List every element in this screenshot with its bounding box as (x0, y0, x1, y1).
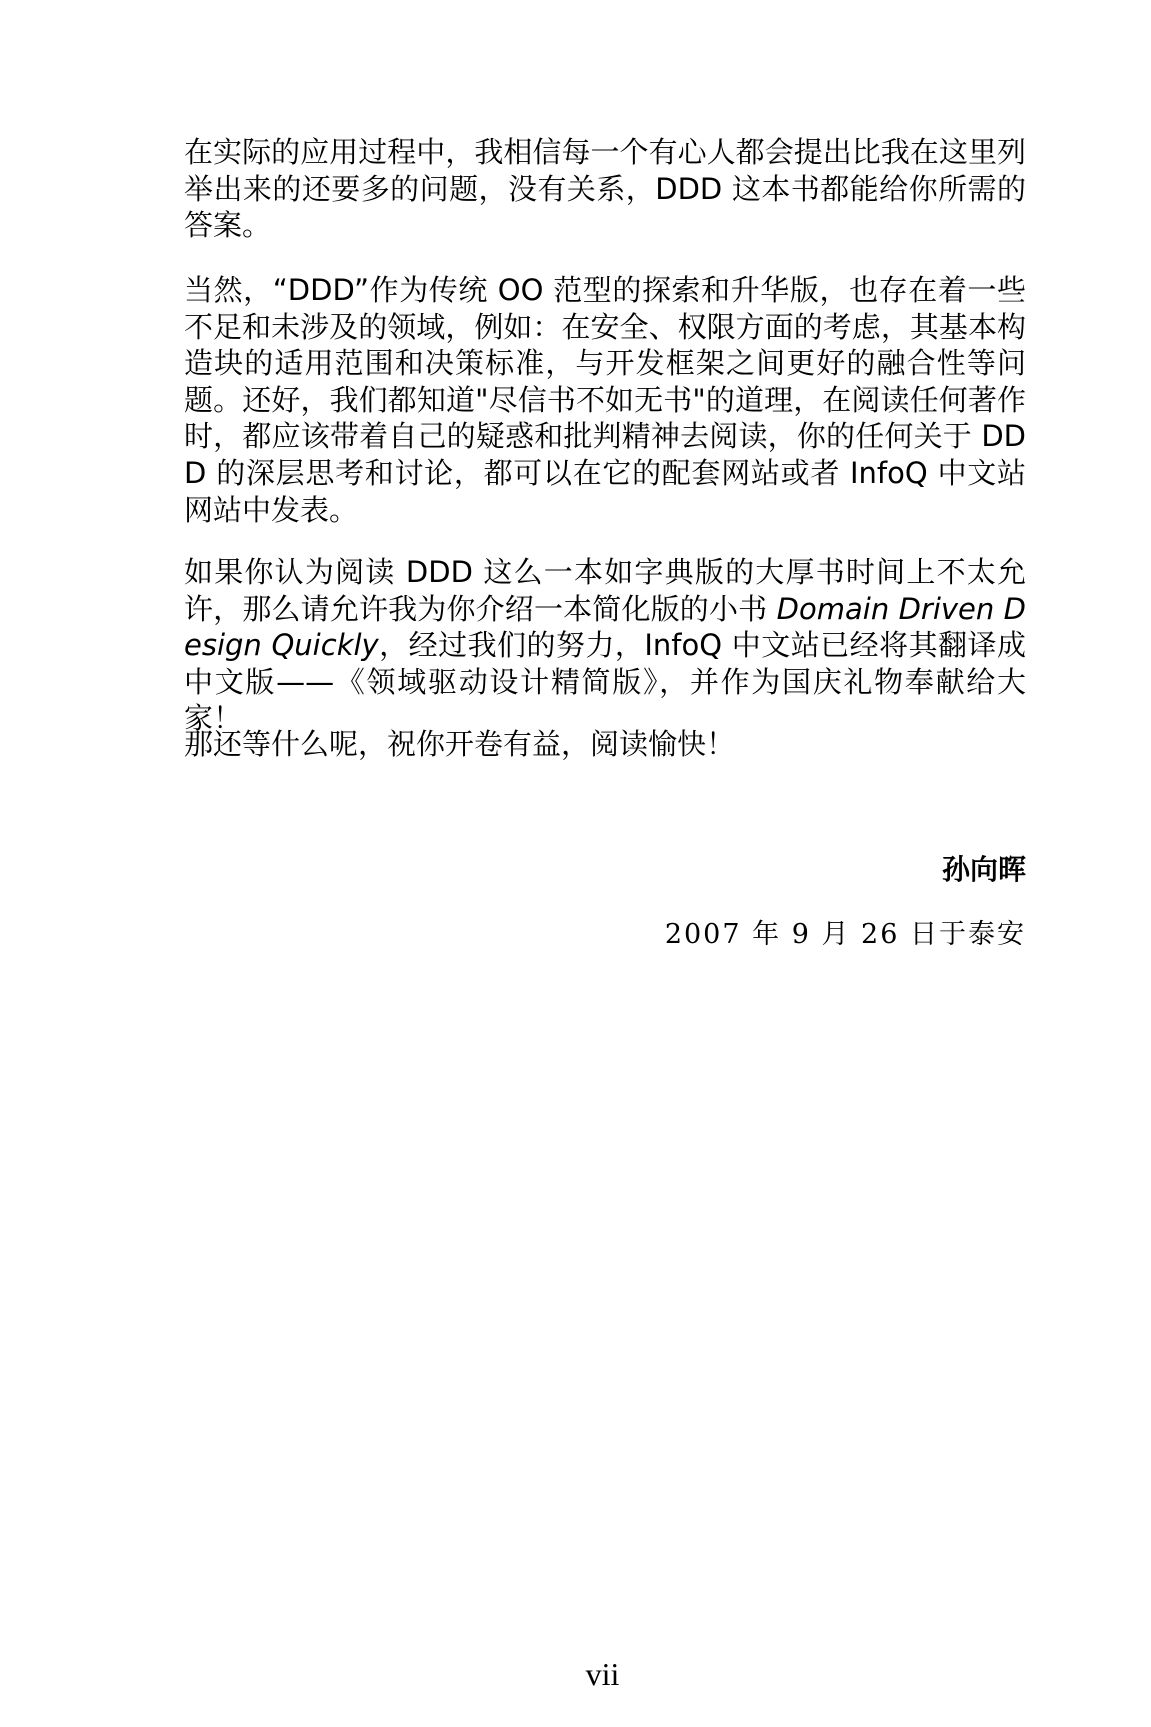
paragraph-text: 如果你认为阅读 DDD 这么一本如字典版的大厚书时间上不太允许，那么请允许我为你介绍一本简化版的小书 (184, 555, 1026, 626)
paragraph-questions: 在实际的应用过程中，我相信每一个有心人都会提出比我在这里列举出来的还要多的问题，没有关系，DDD 这本书都能给你所需的答案。 (184, 135, 1026, 243)
signature-date: 2007 年 9 月 26 日于泰安 (664, 919, 1026, 950)
book-title-italic: Domain Driven Design Quickly (184, 591, 1026, 663)
paragraph-quickly-book (184, 554, 1026, 737)
author-signature: 孙向晖 (941, 853, 1026, 886)
page-number: vii (585, 1656, 620, 1692)
paragraph-closing: 那还等什么呢，祝你开卷有益，阅读愉快！ (184, 727, 736, 761)
paragraph-text: ，经过我们的努力，InfoQ 中文站已经将其翻译成中文版——《领域驱动设计精简版》，并作为国庆礼物奉献给大家！ (184, 628, 1026, 736)
paragraph-limitations: 当然，“DDD”作为传统 OO 范型的探索和升华版，也存在着一些不足和未涉及的领域，例如：在安全、权限方面的考虑，其基本构造块的适用范围和决策标准，与开发框架之间更好的融合性等问题。还好，我们都知道"尽信书不如无书"的道理，在阅读任何著作时，都应该带着自己的疑惑和批判精神去阅读，你的任何关于 DDD 的深层思考和讨论，都可以在它的配套网站或者 InfoQ 中文站网站中发表。 (184, 273, 1026, 527)
